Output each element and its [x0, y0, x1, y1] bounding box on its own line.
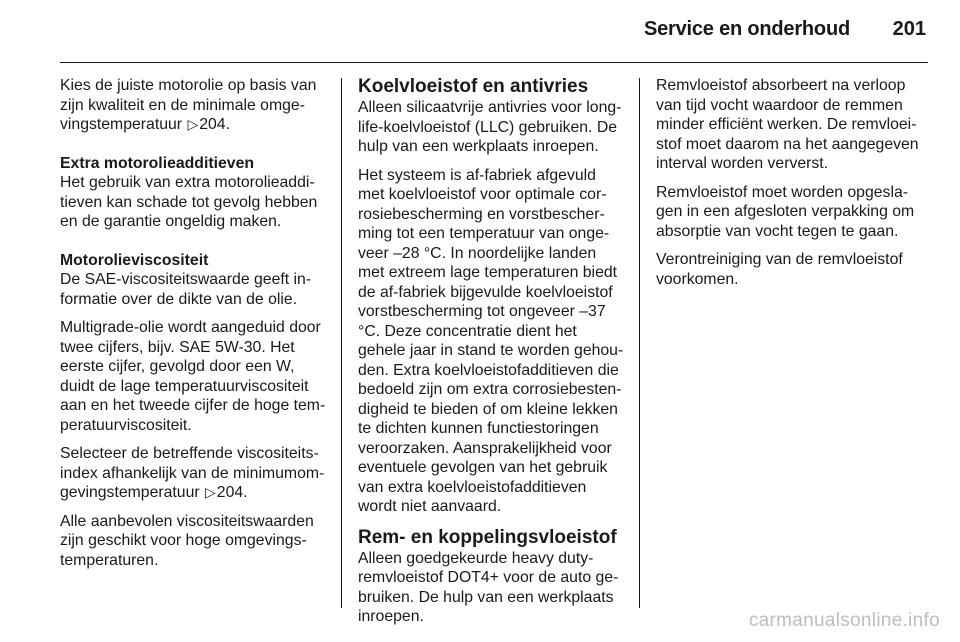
subheading-viscosity: Motorolieviscositeit: [60, 251, 209, 269]
section-heading-brake-fluid: Rem- en koppelingsvloeistof: [358, 526, 617, 548]
text-column-3: [656, 76, 928, 298]
page-number: 201: [892, 18, 926, 40]
watermark: carmanualsonline.info: [748, 610, 940, 631]
subheading-additives: Extra motorolieadditieven: [60, 154, 254, 172]
spacer: [60, 144, 326, 154]
paragraph-viscosity-1: De SAE-viscositeitswaarde geeft in-formatie over de dikte van de olie.: [60, 271, 312, 308]
paragraph-coolant-1: Alleen silicaatvrije antivries voor long-life-koelvloeistof (LLC) gebruiken. De hulp van een werkplaats inroepen.: [358, 99, 622, 155]
paragraph-viscosity-3: [60, 444, 326, 503]
paragraph-brake-4: Verontreiniging van de remvloeistof voorkomen.: [656, 251, 903, 288]
page-reference-link[interactable]: 204.: [216, 484, 248, 501]
running-header-title: Service en onderhoud: [643, 18, 850, 40]
paragraph-brake-1: Alleen goedgekeurde heavy duty-remvloeistof DOT4+ voor de auto ge-bruiken. De hulp van een werkplaats inroepen.: [358, 549, 619, 625]
paragraph-brake-3: Remvloeistof moet worden opgesla-gen in een afgesloten verpakking om absorptie van vocht tegen te gaan.: [656, 183, 915, 240]
header-rule: [60, 62, 928, 63]
column-divider-1: [341, 78, 342, 608]
paragraph-intro: [60, 76, 326, 135]
column-divider-2: [639, 78, 640, 608]
page-reference-arrow-icon: ▷: [205, 484, 216, 500]
paragraph-viscosity-3-text: Selecteer de betreffende viscositeits-index afhankelijk van de minimumom-gevingstemperatuur: [60, 445, 325, 501]
paragraph-brake-2: Remvloeistof absorbeert na verloop van tijd vocht waardoor de remmen minder efficiënt werken. De remvloei-stof moet daarom na het aangegeven interval worden ververst.: [656, 77, 919, 172]
paragraph-coolant-2: Het systeem is af-fabriek afgevuld met koelvloeistof voor optimale cor-rosiebescherming en vorstbescher-ming tot een temperatuur van onge-veer –28 °C. In noordelijke landen met extreem lage temperaturen biedt de af-fabriek bijgevulde koelvloeistof vorstbescherming tot ongeveer –37 °C. Deze concentratie dient het gehele jaar in stand te worden gehou-den. Extra koelvloeistofadditieven die bedoeld zijn om extra corrosiebesten-digheid te bieden of om kleine lekken te dichten kunnen functiestoringen veroorzaken. Aansprakelijkheid voor eventuele gevolgen van het gebruik van extra koelvloeistofadditieven wordt niet aanvaard.: [358, 166, 624, 515]
spacer: [60, 241, 326, 251]
paragraph-intro-text: Kies de juiste motorolie op basis van zijn kwaliteit en de minimale omge-vingstemperatuur: [60, 77, 317, 133]
paragraph-additives: Het gebruik van extra motorolieaddi-tieven kan schade tot gevolg hebben en de garantie ongeldig maken.: [60, 174, 318, 230]
text-column-2: [358, 76, 624, 636]
paragraph-viscosity-4: Alle aanbevolen viscositeitswaarden zijn geschikt voor hoge omgevings-temperaturen.: [60, 512, 314, 569]
page-reference-link[interactable]: 204.: [199, 116, 230, 133]
paragraph-viscosity-2: Multigrade-olie wordt aangeduid door twee cijfers, bijv. SAE 5W-30. Het eerste cijfer, gevolgd door een W, duidt de lage temperatuurviscositeit aan en het tweede cijfer de hoge tem-peratuurviscositeit.: [60, 319, 326, 434]
page-reference-arrow-icon: ▷: [187, 116, 199, 132]
text-column-1: [60, 76, 326, 579]
section-heading-coolant: Koelvloeistof en antivries: [358, 76, 589, 97]
